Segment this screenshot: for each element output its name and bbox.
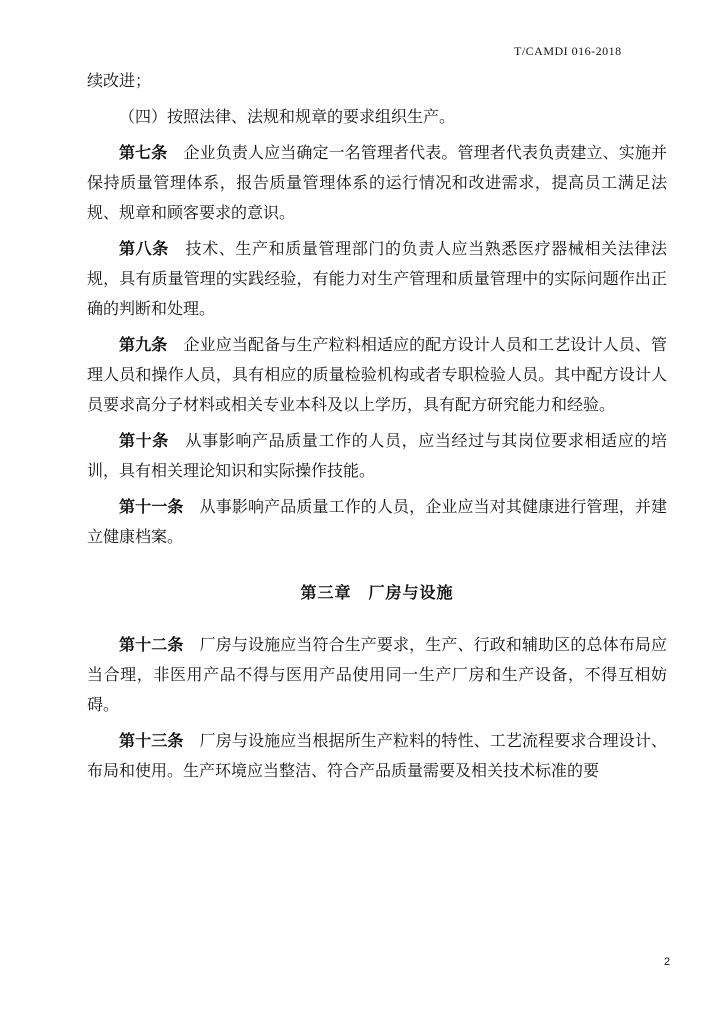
article-8-label: 第八条 — [119, 239, 169, 258]
document-body — [87, 66, 667, 786]
article-13-text: 厂房与设施应当根据所生产粒料的特性、工艺流程要求合理设计、布局和使用。生产环境应当整洁、符合产品质量需要及相关技术标准的要 — [87, 731, 667, 780]
article-11-label: 第十一条 — [119, 497, 184, 516]
article-7-label: 第七条 — [119, 143, 168, 162]
article-13 — [87, 726, 667, 786]
article-9 — [87, 330, 667, 420]
article-10-label: 第十条 — [119, 431, 169, 450]
paragraph-continuation: 续改进； — [87, 71, 152, 90]
article-13-label: 第十三条 — [119, 731, 184, 750]
article-7 — [87, 138, 667, 228]
page-number: 2 — [664, 956, 671, 968]
article-9-text: 企业应当配备与生产粒料相适应的配方设计人员和工艺设计人员、管理人员和操作人员，具有相应的质量检验机构或者专职检验人员。其中配方设计人员要求高分子材料或相关专业本科及以上学历，具有配方研究能力和经验。 — [87, 335, 667, 414]
article-10 — [87, 426, 667, 486]
article-12-text: 厂房与设施应当符合生产要求，生产、行政和辅助区的总体布局应当合理，非医用产品不得与医用产品使用同一生产厂房和生产设备，不得互相妨碍。 — [87, 635, 667, 714]
document-code: T/CAMDI 016-2018 — [514, 44, 622, 58]
article-12-label: 第十二条 — [119, 635, 184, 654]
chapter-title: 第三章 厂房与设施 — [300, 583, 454, 602]
article-7-text: 企业负责人应当确定一名管理者代表。管理者代表负责建立、实施并保持质量管理体系，报告质量管理体系的运行情况和改进需求，提高员工满足法规、规章和顾客要求的意识。 — [87, 143, 667, 222]
article-11-text: 从事影响产品质量工作的人员，企业应当对其健康进行管理，并建立健康档案。 — [87, 497, 667, 546]
paragraph-item-four: （四）按照法律、法规和规章的要求组织生产。 — [119, 107, 456, 126]
article-12 — [87, 630, 667, 720]
article-11 — [87, 492, 667, 552]
article-8 — [87, 234, 667, 324]
article-9-label: 第九条 — [119, 335, 168, 354]
article-10-text: 从事影响产品质量工作的人员，应当经过与其岗位要求相适应的培训，具有相关理论知识和实际操作技能。 — [87, 431, 667, 480]
article-8-text: 技术、生产和质量管理部门的负责人应当熟悉医疗器械相关法律法规，具有质量管理的实践经验，有能力对生产管理和质量管理中的实际问题作出正确的判断和处理。 — [87, 239, 667, 318]
